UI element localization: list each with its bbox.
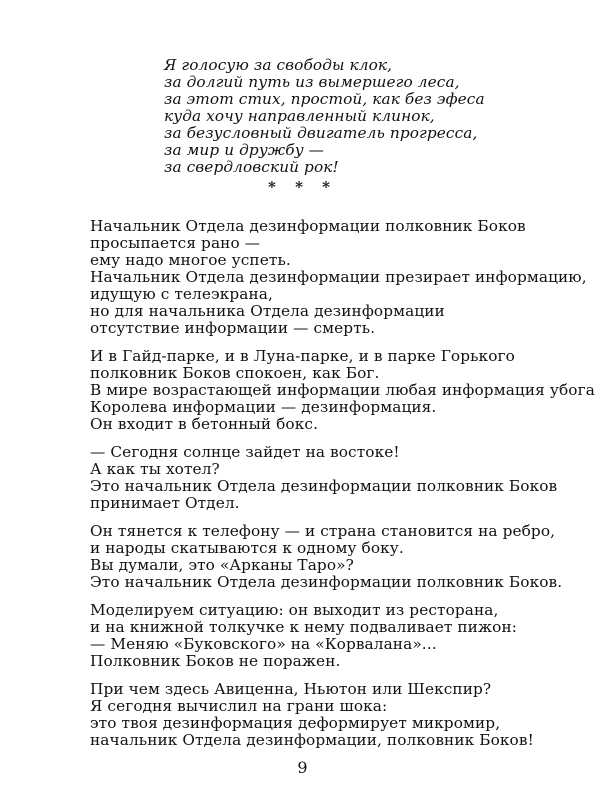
poem-line: это твоя дезинформация деформирует микромир, [90,714,501,732]
poem-line: Вы думали, это «Арканы Таро»? [90,556,354,574]
poem-line: Я сегодня вычислил на грани шока: [90,697,388,715]
poem-line: — Меняю «Буковского» на «Корвалана»... [90,635,437,653]
poem-line: ему надо многое успеть. [90,251,291,269]
poem-line: Начальник Отдела дезинформации полковник Боков [90,217,526,235]
poem-line: Он тянется к телефону — и страна становится на ребро, [90,522,556,540]
page-number: 9 [297,758,308,777]
poem-line: и народы скатываются к одному боку. [90,539,404,557]
poem-line: за мир и дружбу — [164,141,325,159]
poem-line: полковник Боков спокоен, как Бог. [90,364,380,382]
poem-line: А как ты хотел? [90,460,220,478]
poem-line: принимает Отдел. [90,494,240,512]
poem-line: Я голосую за свободы клок, [164,56,393,74]
poem-line: но для начальника Отдела дезинформации [90,302,445,320]
poem-line: — Сегодня солнце зайдет на востоке! [90,443,400,461]
poem-line: Полковник Боков не поражен. [90,652,341,670]
poem-line: Моделируем ситуацию: он выходит из ресторана, [90,601,499,619]
poem-line: отсутствие информации — смерть. [90,319,376,337]
poem-line: за безусловный двигатель прогресса, [164,124,478,142]
poem-line: Это начальник Отдела дезинформации полковник Боков. [90,573,563,591]
poem-line: При чем здесь Авиценна, Ньютон или Шекспир? [90,680,492,698]
poem-line: за долгий путь из вымершего леса, [164,73,460,91]
poem-line: Королева информации — дезинформация. [90,398,437,416]
poem-line: Это начальник Отдела дезинформации полковник Боков [90,477,558,495]
poem-line: Он входит в бетонный бокс. [90,415,319,433]
poem-line: за этот стих, простой, как без эфеса [164,90,485,108]
poem-line: и на книжной толкучке к нему подваливает пижон: [90,618,517,636]
poem-line: начальник Отдела дезинформации, полковник Боков! [90,731,534,749]
section-separator: * * * [268,178,337,196]
poem-line: за свердловский рок! [164,158,339,176]
poem-line: В мире возрастающей информации любая информация убога [90,381,595,399]
poem-line: куда хочу направленный клинок, [164,107,435,125]
poem-line: Начальник Отдела дезинформации презирает информацию, [90,268,587,286]
poem-line: И в Гайд-парке, и в Луна-парке, и в парке Горького [90,347,515,365]
poem-line: просыпается рано — [90,234,261,252]
poem-line: идущую с телеэкрана, [90,285,273,303]
